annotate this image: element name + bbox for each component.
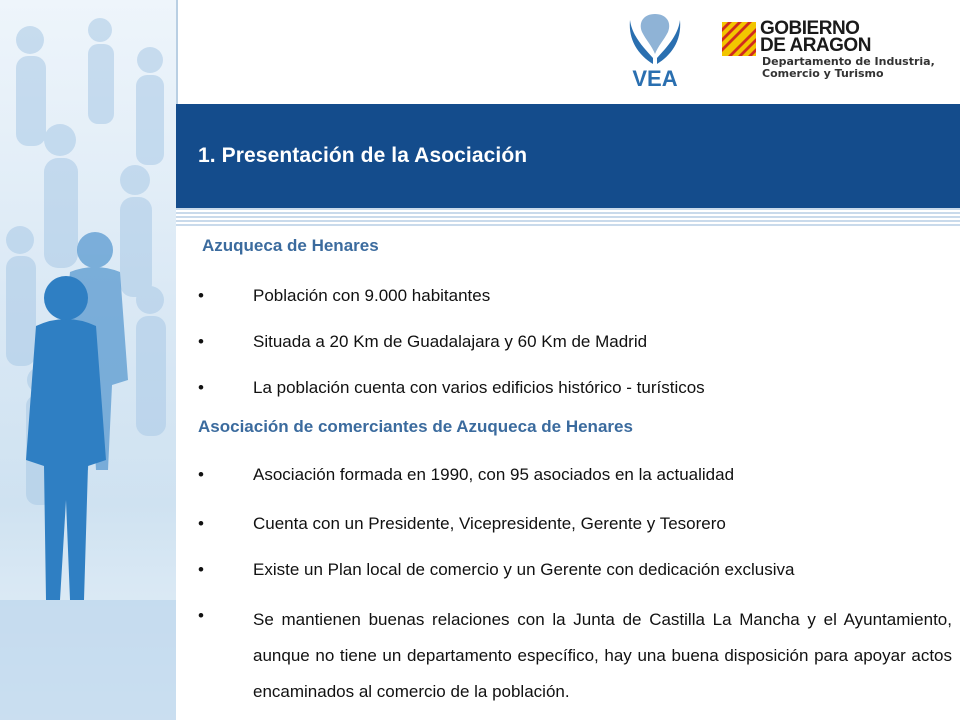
bullet-glyph: • [198, 514, 204, 533]
bullet-glyph: • [198, 378, 204, 397]
slide-title: 1. Presentación de la Asociación [198, 144, 528, 167]
bullet-text: Cuenta con un Presidente, Vicepresidente, Gerente y Tesorero [253, 514, 726, 533]
aragon-department-line: Departamento de Industria, [762, 55, 935, 68]
bullet-text: La población cuenta con varios edificios histórico - turísticos [253, 378, 705, 397]
bullet-text: Situada a 20 Km de Guadalajara y 60 Km de Madrid [253, 332, 648, 351]
section-heading-asociacion: Asociación de comerciantes de Azuqueca de Henares [198, 417, 633, 436]
people-silhouettes-image [0, 0, 176, 720]
section-heading-azuqueca: Azuqueca de Henares [202, 236, 379, 255]
decorative-people-panel [0, 0, 176, 720]
aragon-department-line: Comercio y Turismo [762, 67, 884, 80]
bullet-text: Existe un Plan local de comercio y un Gerente con dedicación exclusiva [253, 560, 795, 579]
vea-logo-text: VEA [632, 66, 678, 90]
bullet-paragraph-text: Se mantienen buenas relaciones con la Junta de Castilla La Mancha y el Ayuntamiento, aunque no tiene un departamento específico, hay una buena disposición para apoyar actos encaminados al comercio de la población. [253, 610, 952, 701]
vertical-separator [176, 0, 178, 104]
bullet-glyph: • [198, 286, 204, 305]
bullet-glyph: • [198, 560, 204, 579]
bullet-text: Asociación formada en 1990, con 95 asociados en la actualidad [253, 465, 735, 484]
striped-divider [176, 208, 960, 228]
bullet-glyph: • [198, 332, 204, 351]
bullet-glyph: • [198, 465, 204, 484]
aragon-logo-name: GOBIERNO DE ARAGON [760, 18, 871, 56]
aragon-flag-icon [722, 22, 756, 56]
gobierno-aragon-logo [722, 18, 944, 86]
aragon-department-text [762, 56, 935, 80]
vea-logo-mark [622, 8, 688, 90]
vea-logo [622, 8, 688, 90]
bullet-text: Población con 9.000 habitantes [253, 286, 491, 305]
bullet-glyph: • [198, 606, 204, 625]
